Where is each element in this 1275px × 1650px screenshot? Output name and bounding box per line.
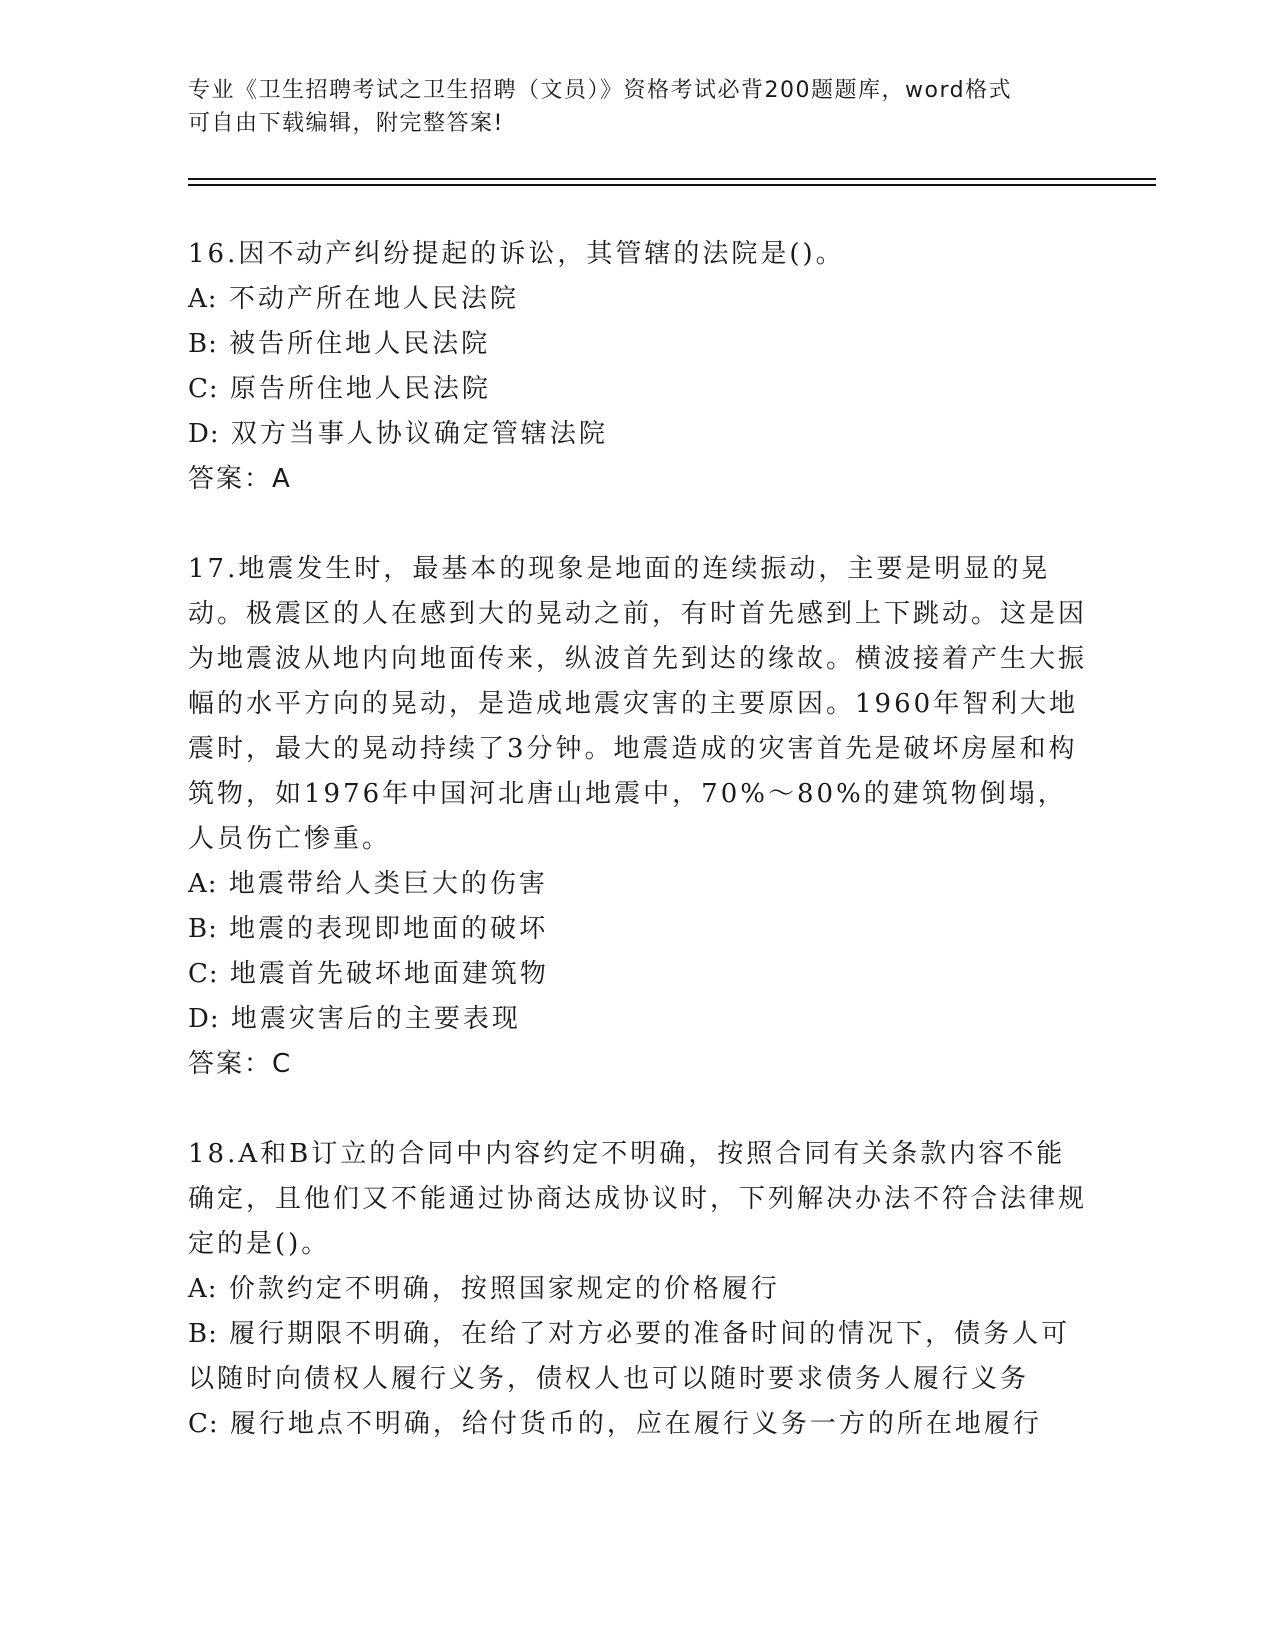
question-text: 18.A和B订立的合同中内容约定不明确，按照合同有关条款内容不能确定，且他们又不能通过协商达成协议时，下列解决办法不符合法律规定的是()。 — [188, 1139, 1088, 1259]
document-header — [188, 74, 1068, 140]
option-c — [188, 952, 1088, 997]
option-text: 地震带给人类巨大的伤害 — [228, 869, 548, 899]
option-label: C: — [188, 1409, 219, 1439]
option-d — [188, 997, 1088, 1042]
option-label: B: — [188, 1319, 218, 1349]
option-label: B: — [188, 914, 218, 944]
answer: 答案：A — [188, 464, 292, 494]
option-a — [188, 1267, 1088, 1312]
option-text: 地震首先破坏地面建筑物 — [229, 959, 549, 989]
option-text: 双方当事人协议确定管辖法院 — [230, 419, 608, 449]
option-label: A: — [188, 284, 218, 314]
question-text: 17.地震发生时，最基本的现象是地面的连续振动，主要是明显的晃动。极震区的人在感到大的晃动之前，有时首先感到上下跳动。这是因为地震波从地内向地面传来，纵波首先到达的缘故。横波接着产生大振幅的水平方向的晃动，是造成地震灾害的主要原因。1960年智利大地震时，最大的晃动持续了3分钟。地震造成的灾害首先是破坏房屋和构筑物，如1976年中国河北唐山地震中，70%～80%的建筑物倒塌，人员伤亡惨重。 — [188, 554, 1088, 854]
option-b — [188, 1312, 1088, 1402]
option-label: D: — [188, 1004, 220, 1034]
option-label: B: — [188, 329, 218, 359]
header-line-1: 专业《卫生招聘考试之卫生招聘（文员）》资格考试必背200题题库，word格式 — [188, 78, 1013, 103]
option-text: 被告所住地人民法院 — [229, 329, 491, 359]
option-label: C: — [188, 959, 219, 989]
answer: 答案：C — [188, 1049, 293, 1079]
option-c — [188, 1402, 1088, 1447]
question-18 — [188, 1132, 1088, 1447]
option-text: 地震灾害后的主要表现 — [230, 1004, 521, 1034]
question-17 — [188, 547, 1088, 1087]
option-text: 原告所住地人民法院 — [229, 374, 491, 404]
question-list — [188, 232, 1088, 1492]
option-label: C: — [188, 374, 219, 404]
option-text: 地震的表现即地面的破坏 — [229, 914, 549, 944]
option-text: 履行地点不明确，给付货币的，应在履行义务一方的所在地履行 — [229, 1409, 1042, 1439]
header-divider — [188, 184, 1156, 186]
option-d — [188, 412, 1088, 457]
option-a — [188, 862, 1088, 907]
option-label: D: — [188, 419, 220, 449]
option-text: 履行期限不明确，在给了对方必要的准备时间的情况下，债务人可以随时向债权人履行义务，债权人也可以随时要求债务人履行义务 — [188, 1319, 1071, 1394]
header-line-2: 可自由下载编辑，附完整答案! — [188, 111, 504, 136]
option-text: 不动产所在地人民法院 — [228, 284, 519, 314]
option-b — [188, 322, 1088, 367]
option-text: 价款约定不明确，按照国家规定的价格履行 — [228, 1274, 780, 1304]
question-text: 16.因不动产纠纷提起的诉讼，其管辖的法院是()。 — [188, 239, 845, 269]
option-a — [188, 277, 1088, 322]
question-16 — [188, 232, 1088, 502]
option-label: A: — [188, 1274, 218, 1304]
header-divider — [188, 178, 1156, 180]
option-b — [188, 907, 1088, 952]
option-c — [188, 367, 1088, 412]
option-label: A: — [188, 869, 218, 899]
